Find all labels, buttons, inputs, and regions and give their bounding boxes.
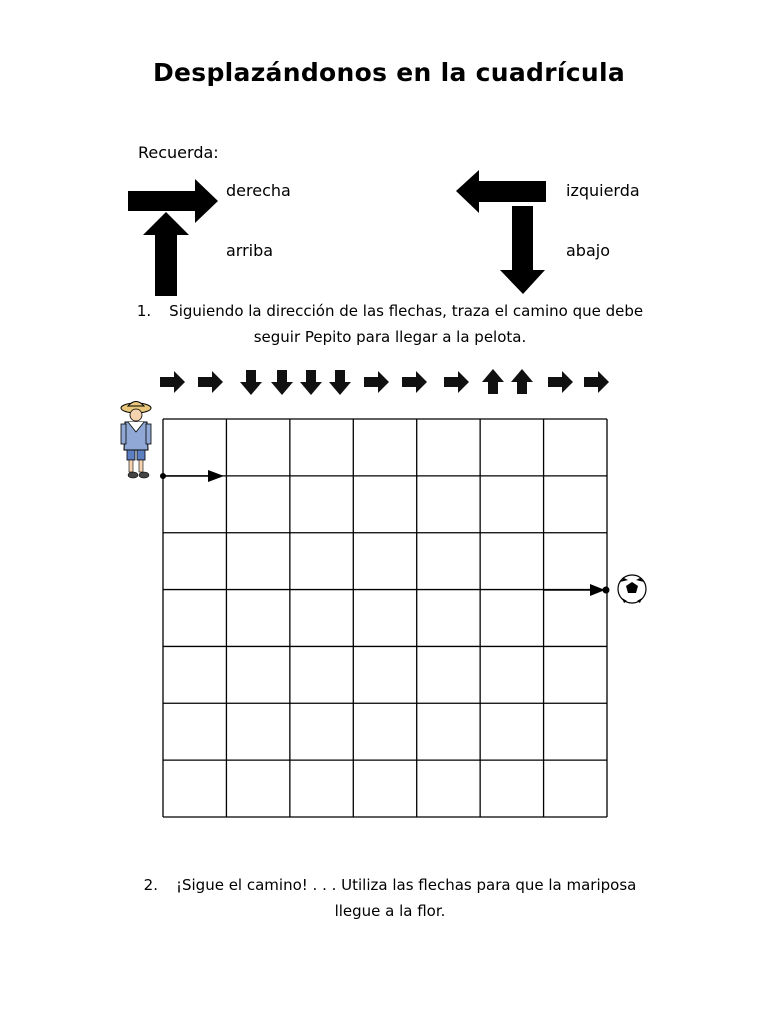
sequence-arrow-right-icon — [584, 371, 609, 393]
instruction-2-line1: ¡Sigue el camino! . . . Utiliza las flechas para que la mariposa — [175, 876, 637, 894]
pepito-boy-icon — [121, 402, 151, 479]
sequence-arrow-down-icon — [300, 370, 322, 395]
legend-label-down: abajo — [566, 241, 610, 260]
legend-heading: Recuerda: — [138, 143, 219, 162]
instruction-1-line1: Siguiendo la dirección de las flechas, traza el camino que debe — [169, 302, 644, 320]
instruction-1 — [110, 298, 670, 350]
sequence-arrow-right-icon — [548, 371, 573, 393]
instruction-2-line2: llegue a la flor. — [334, 902, 446, 920]
sequence-arrow-right-icon — [198, 371, 223, 393]
sequence-arrow-right-icon — [444, 371, 469, 393]
arrow-down-icon — [500, 206, 545, 294]
arrow-up-icon — [143, 212, 189, 296]
legend-label-right: derecha — [226, 181, 291, 200]
arrow-sequence — [160, 369, 609, 395]
instruction-1-number: 1. — [136, 302, 152, 320]
sequence-arrow-down-icon — [240, 370, 262, 395]
end-arrow-icon — [544, 584, 610, 596]
legend-label-up: arriba — [226, 241, 274, 260]
sequence-arrow-down-icon — [271, 370, 293, 395]
instruction-2-number: 2. — [143, 876, 158, 894]
soccer-ball-icon — [618, 575, 646, 603]
sequence-arrow-down-icon — [329, 370, 351, 395]
legend-label-left: izquierda — [566, 181, 640, 200]
arrow-right-icon — [128, 179, 218, 223]
sequence-arrow-right-icon — [402, 371, 427, 393]
sequence-arrow-up-icon — [511, 369, 533, 394]
instruction-2 — [110, 872, 670, 924]
page-title: Desplazándonos en la cuadrícula — [152, 58, 625, 87]
sequence-arrow-right-icon — [364, 371, 389, 393]
grid — [163, 419, 607, 817]
sequence-arrow-up-icon — [482, 369, 504, 394]
sequence-arrow-right-icon — [160, 371, 185, 393]
instruction-1-line2: seguir Pepito para llegar a la pelota. — [253, 328, 527, 346]
start-arrow-icon — [160, 470, 224, 482]
